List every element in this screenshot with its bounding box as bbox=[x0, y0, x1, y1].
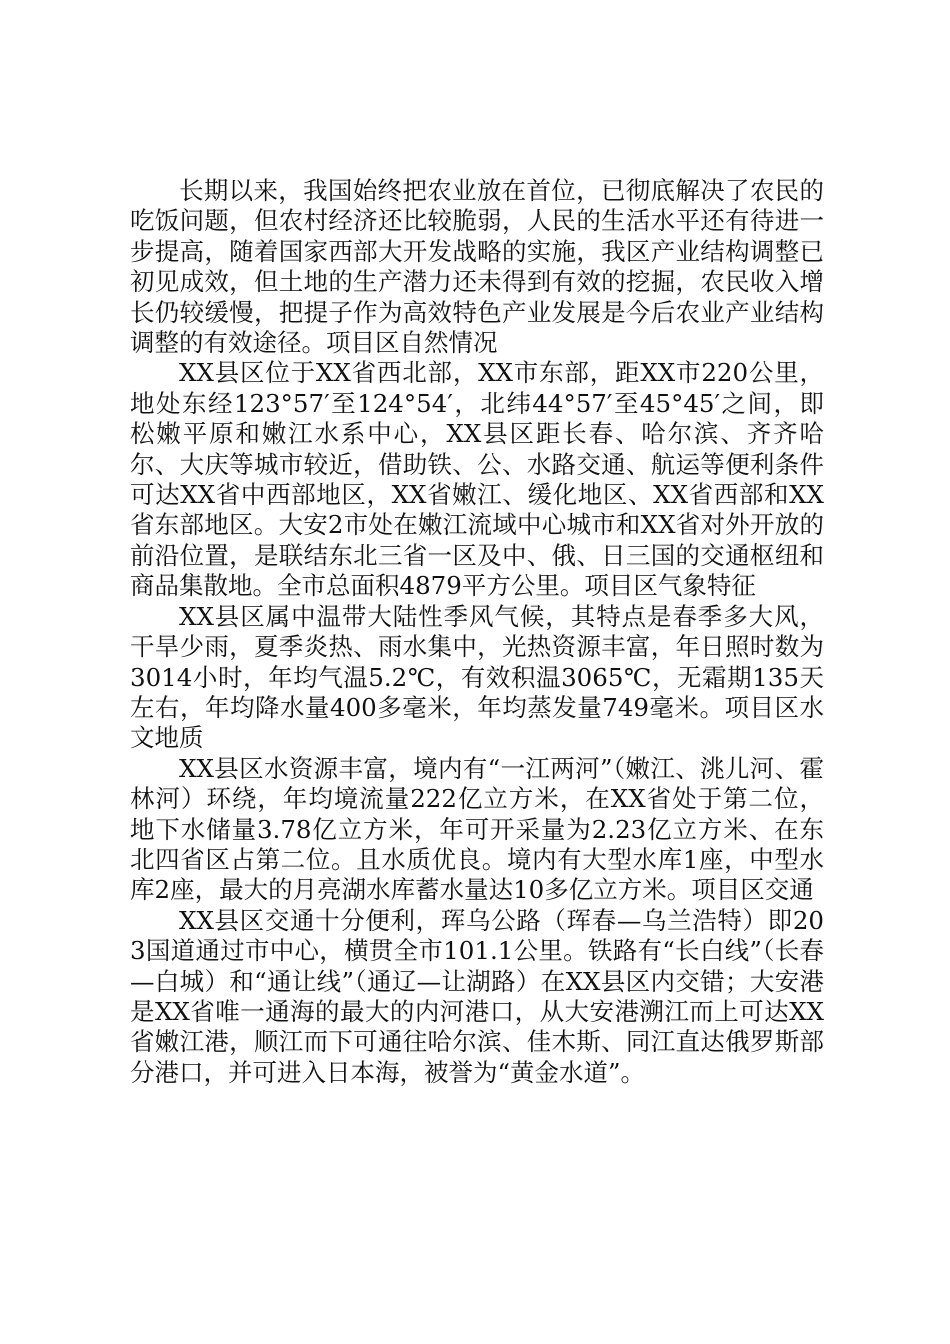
paragraph-climate: XX县区属中温带大陆性季风气候，其特点是春季多大风，干旱少雨，夏季炎热、雨水集中，光热资源丰富，年日照时数为3014小时，年均气温5.2℃，有效积温3065℃，无霜期135天左右，年均降水量400多毫米，年均蒸发量749毫米。项目区水文地质 bbox=[130, 601, 824, 753]
paragraph-hydrology: XX县区水资源丰富，境内有“一江两河”（嫩江、洮儿河、霍林河）环绕，年均境流量222亿立方米，在XX省处于第二位，地下水储量3.78亿立方米，年可开采量为2.23亿立方米、在东北四省区占第二位。且水质优良。境内有大型水库1座，中型水库2座，最大的月亮湖水库蓄水量达10多亿立方米。项目区交通 bbox=[130, 753, 824, 905]
paragraph-location: XX县区位于XX省西北部，XX市东部，距XX市220公里，地处东经123°57′至124°54′，北纬44°57′至45°45′之间，即松嫩平原和嫩江水系中心，XX县区距长春、哈尔滨、齐齐哈尔、大庆等城市较近，借助铁、公、水路交通、航运等便利条件可达XX省中西部地区，XX省嫩江、缓化地区、XX省西部和XX省东部地区。大安2市处在嫩江流域中心城市和XX省对外开放的前沿位置，是联结东北三省一区及中、俄、日三国的交通枢纽和商品集散地。全市总面积4879平方公里。项目区气象特征 bbox=[130, 358, 824, 601]
document-body bbox=[130, 176, 824, 1088]
paragraph-transportation: XX县区交通十分便利，珲乌公路（珲春—乌兰浩特）即203国道通过市中心，横贯全市101.1公里。铁路有“长白线”（长春—白城）和“通让线”（通辽—让湖路）在XX县区内交错；大安港是XX省唯一通海的最大的内河港口，从大安港溯江而上可达XX省嫩江港，顺江而下可通往哈尔滨、佳木斯、同江直达俄罗斯部分港口，并可进入日本海，被誉为“黄金水道”。 bbox=[130, 905, 824, 1087]
paragraph-agriculture-intro: 长期以来，我国始终把农业放在首位，已彻底解决了农民的吃饭问题，但农村经济还比较脆弱，人民的生活水平还有待进一步提高，随着国家西部大开发战略的实施，我区产业结构调整已初见成效，但土地的生产潜力还未得到有效的挖掘，农民收入增长仍较缓慢，把提子作为高效特色产业发展是今后农业产业结构调整的有效途径。项目区自然情况 bbox=[130, 176, 824, 358]
